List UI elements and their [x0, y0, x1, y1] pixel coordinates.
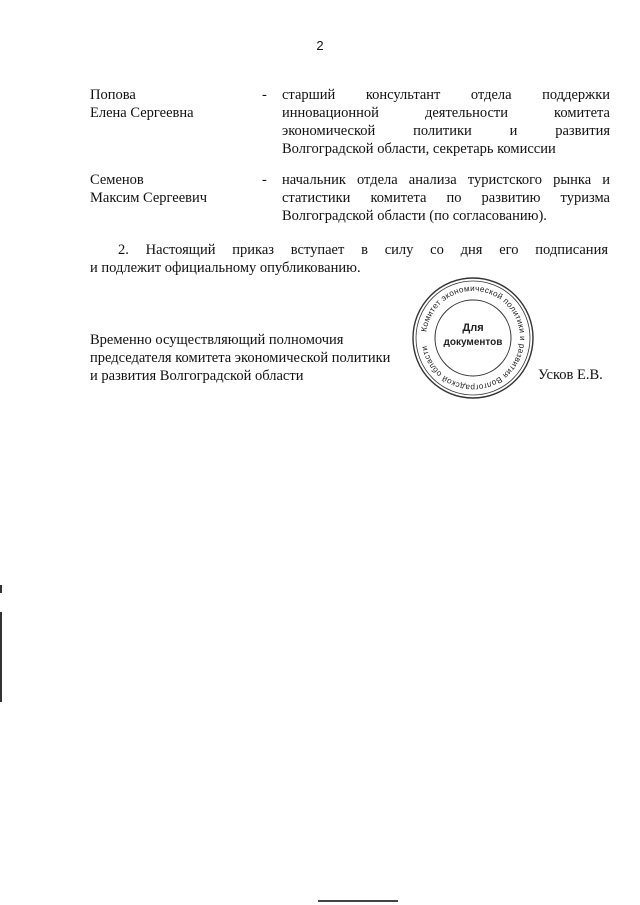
signatory-name: Усков Е.В.: [538, 367, 603, 383]
stamp-seal-icon: [408, 273, 538, 403]
signatory-title: Временно осуществляющий полномочия председателя комитета экономической политики и развития Волгоградской области: [90, 332, 391, 384]
order-paragraph: 2. Настоящий приказ вступает в силу со дня его подписания и подлежит официальному опубликованию.: [90, 242, 608, 276]
member-dash: -: [262, 172, 267, 188]
stamp-center-line1: Для: [462, 322, 484, 334]
member-name: Семенов Максим Сергеевич: [90, 172, 208, 206]
official-stamp: [408, 273, 538, 403]
stamp-center-line2: документов: [443, 337, 503, 348]
svg-text:Комитет экономической политики: Комитет экономической политики и развития Волгоградской области: [419, 283, 528, 393]
member-name: Попова Елена Сергеевна: [90, 87, 194, 121]
scan-margin-mark: [0, 585, 2, 593]
scan-margin-mark: [0, 612, 2, 702]
member-role: начальник отдела анализа туристского рынка и статистики комитета по развитию туризма Волгоградской области (по согласованию).: [282, 172, 610, 224]
member-dash: -: [262, 87, 267, 103]
scan-bottom-mark: [318, 900, 398, 902]
page-number: 2: [316, 38, 324, 53]
member-role: старший консультант отдела поддержки инновационной деятельности комитета экономической политики и развития Волгоградской области, секретарь комиссии: [282, 87, 610, 157]
